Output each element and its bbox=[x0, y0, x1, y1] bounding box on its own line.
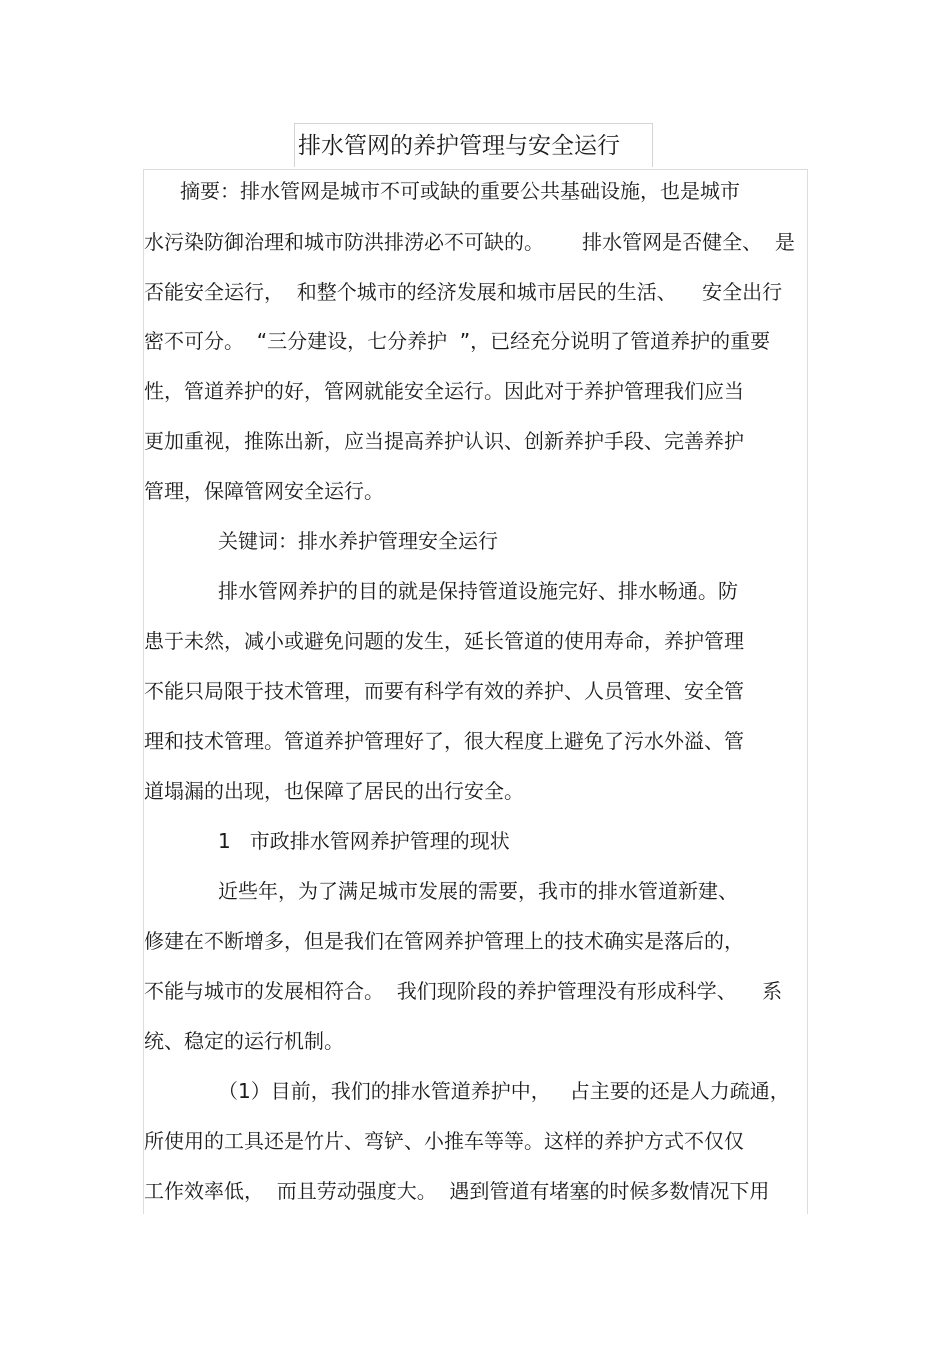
abstract-line-1: 摘要：排水管网是城市不可或缺的重要公共基础设施，也是城市 bbox=[180, 179, 740, 203]
document-title: 排水管网的养护管理与安全运行 bbox=[298, 133, 620, 159]
section-line-1: 近些年，为了满足城市发展的需要，我市的排水管道新建、 bbox=[218, 879, 738, 903]
abstract-line-2: 水污染防御治理和城市防洪排涝必不可缺的。 排水管网是否健全、 是 bbox=[144, 230, 795, 254]
intro-line-5: 道塌漏的出现，也保障了居民的出行安全。 bbox=[144, 779, 524, 803]
section-line-4: 统、稳定的运行机制。 bbox=[144, 1029, 344, 1053]
keywords-line: 关键词：排水养护管理安全运行 bbox=[218, 529, 498, 553]
section-heading-1: 1 市政排水管网养护管理的现状 bbox=[218, 829, 510, 853]
item-1-line-2: 所使用的工具还是竹片、弯铲、小推车等等。这样的养护方式不仅仅 bbox=[144, 1129, 744, 1153]
abstract-line-7: 管理，保障管网安全运行。 bbox=[144, 479, 384, 503]
abstract-line-6: 更加重视，推陈出新，应当提高养护认识、创新养护手段、完善养护 bbox=[144, 429, 744, 453]
section-line-3: 不能与城市的发展相符合。 我们现阶段的养护管理没有形成科学、 系 bbox=[144, 979, 783, 1003]
section-line-2: 修建在不断增多，但是我们在管网养护管理上的技术确实是落后的， bbox=[144, 929, 744, 953]
abstract-line-5: 性，管道养护的好，管网就能安全运行。因此对于养护管理我们应当 bbox=[144, 379, 744, 403]
intro-line-2: 患于未然，减小或避免问题的发生，延长管道的使用寿命，养护管理 bbox=[144, 629, 744, 653]
intro-line-3: 不能只局限于技术管理，而要有科学有效的养护、人员管理、安全管 bbox=[144, 679, 744, 703]
abstract-line-4: 密不可分。 “三分建设，七分养护 ”，已经充分说明了管道养护的重要 bbox=[144, 329, 771, 353]
intro-line-1: 排水管网养护的目的就是保持管道设施完好、排水畅通。防 bbox=[218, 579, 738, 603]
item-1-line-3: 工作效率低， 而且劳动强度大。 遇到管道有堵塞的时候多数情况下用 bbox=[144, 1179, 770, 1203]
item-1-line-1: （1）目前，我们的排水管道养护中， 占主要的还是人力疏通， bbox=[218, 1079, 790, 1103]
intro-line-4: 理和技术管理。管道养护管理好了，很大程度上避免了污水外溢、管 bbox=[144, 729, 744, 753]
abstract-line-3: 否能安全运行， 和整个城市的经济发展和城市居民的生活、 安全出行 bbox=[144, 280, 783, 304]
